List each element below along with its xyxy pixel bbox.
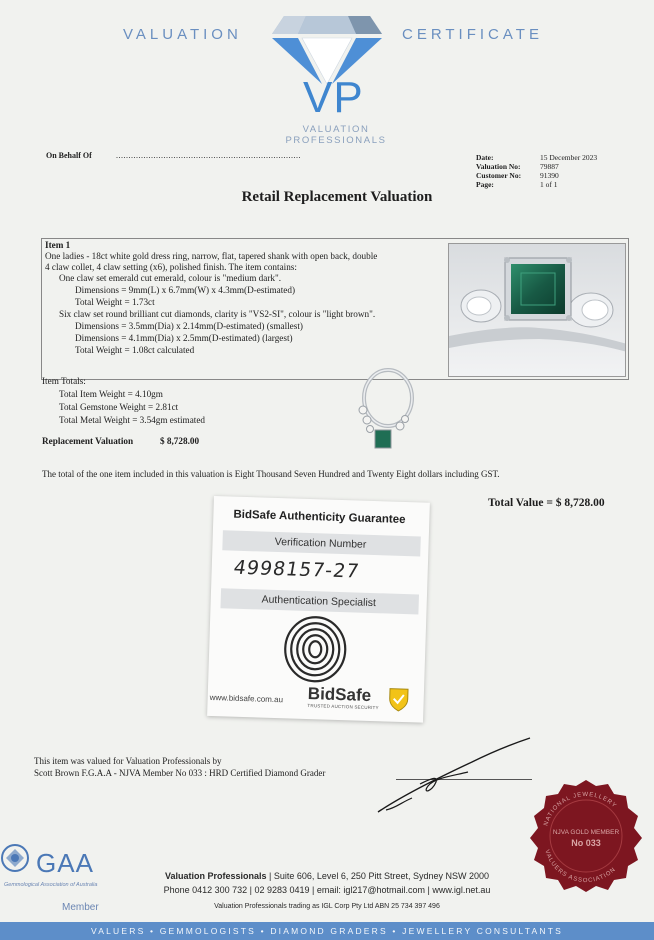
meta-value: 1 of 1: [540, 180, 558, 189]
meta-value: 79887: [540, 162, 559, 171]
footer-address-text: | Suite 606, Level 6, 250 Pitt Street, Sydney NSW 2000: [266, 871, 489, 881]
footer-abn: Valuation Professionals trading as IGL Corp Pty Ltd ABN 25 734 397 496: [214, 903, 440, 910]
seal-ring-top: NATIONAL JEWELLERY: [543, 791, 618, 827]
totals-line: Total Gemstone Weight = 2.81ct: [59, 402, 179, 412]
totals-heading: Item Totals:: [42, 376, 86, 386]
fingerprint-icon: [280, 612, 350, 686]
gaa-member: Member: [62, 902, 99, 913]
item-line: Six claw set round brilliant cut diamonds, clarity is "VS2-SI", colour is "light brown".: [59, 309, 376, 319]
footer-company: Valuation Professionals: [165, 871, 267, 881]
verification-label: Verification Number: [274, 535, 367, 551]
gaa-logo-text: GAA: [36, 848, 94, 878]
meta-key: Page:: [476, 180, 494, 189]
totals-line: Total Item Weight = 4.10gm: [59, 389, 163, 399]
brand-line-1: VALUATION: [302, 124, 370, 135]
sticker-url: www.bidsafe.com.au: [209, 692, 284, 705]
ring-photo-image: [348, 364, 424, 458]
gaa-globe-icon: [0, 843, 30, 873]
item-line: Total Weight = 1.73ct: [75, 297, 155, 307]
seal-center-line-1: NJVA GOLD MEMBER: [552, 829, 620, 836]
item-heading: Item 1: [45, 240, 71, 250]
header-left-word: VALUATION: [123, 26, 242, 43]
footer-bar: VALUERS • GEMMOLOGISTS • DIAMOND GRADERS • JEWELLERY CONSULTANTS: [0, 922, 654, 940]
item-line: One claw set emerald cut emerald, colour is "medium dark".: [59, 273, 282, 283]
page-title: Retail Replacement Valuation: [241, 189, 433, 205]
gaa-subtitle: Gemmological Association of Australia: [4, 882, 98, 888]
meta-key: Customer No:: [476, 171, 522, 180]
meta-value: 91390: [540, 171, 559, 180]
vp-logo-mark: VP: [303, 73, 364, 122]
on-behalf-label: On Behalf Of: [46, 151, 92, 160]
verification-number: 4998157-27: [231, 556, 362, 583]
bidsafe-logo: BidSafe: [307, 684, 372, 706]
bidsafe-sticker: [207, 496, 430, 723]
valuer-line-2: Scott Brown F.G.A.A - NJVA Member No 033 : HRD Certified Diamond Grader: [34, 768, 326, 778]
replacement-value: $ 8,728.00: [160, 436, 200, 446]
meta-key: Valuation No:: [476, 162, 521, 171]
item-line: 4 claw collet, 4 claw setting (x6), polished finish. The item contains:: [45, 262, 297, 272]
item-photo: [448, 243, 626, 377]
footer-address: [0, 871, 654, 881]
seal-center-line-2: No 033: [571, 838, 601, 848]
item-line: Dimensions = 4.1mm(Dia) x 2.5mm(D-estimated) (largest): [75, 333, 293, 343]
total-value: Total Value = $ 8,728.00: [488, 497, 605, 509]
item-line: One ladies - 18ct white gold dress ring, narrow, flat, tapered shank with open back, double: [45, 251, 378, 261]
summary-text: The total of the one item included in this valuation is Eight Thousand Seven Hundred and Twenty Eight dollars including GST.: [42, 469, 500, 479]
sticker-title: BidSafe Authenticity Guarantee: [233, 508, 406, 527]
brand-line-2: PROFESSIONALS: [285, 135, 387, 146]
totals-line: Total Metal Weight = 3.54gm estimated: [59, 415, 206, 425]
shield-icon: [387, 686, 410, 713]
meta-value: 15 December 2023: [540, 153, 598, 162]
header-right-word: CERTIFICATE: [402, 26, 543, 43]
seal-ring-bottom: VALUERS ASSOCIATION: [543, 849, 618, 885]
emerald-ring-image: [449, 244, 626, 377]
specialist-label: Authentication Specialist: [261, 593, 377, 610]
item-line: Dimensions = 3.5mm(Dia) x 2.14mm(D-estimated) (smallest): [75, 321, 303, 331]
footer-contact: Phone 0412 300 732 | 02 9283 0419 | email: igl217@hotmail.com | www.igl.net.au: [163, 885, 491, 895]
signature: [372, 736, 534, 820]
item-line: Total Weight = 1.08ct calculated: [75, 345, 195, 355]
item-line: Dimensions = 9mm(L) x 6.7mm(W) x 4.3mm(D-estimated): [75, 285, 296, 295]
on-behalf-dots: ..........................................................................: [116, 151, 301, 160]
replacement-label: Replacement Valuation: [42, 436, 134, 446]
meta-key: Date:: [476, 153, 494, 162]
valuer-line-1: This item was valued for Valuation Professionals by: [34, 756, 222, 766]
bidsafe-tagline: TRUSTED AUCTION SECURITY: [307, 703, 379, 711]
